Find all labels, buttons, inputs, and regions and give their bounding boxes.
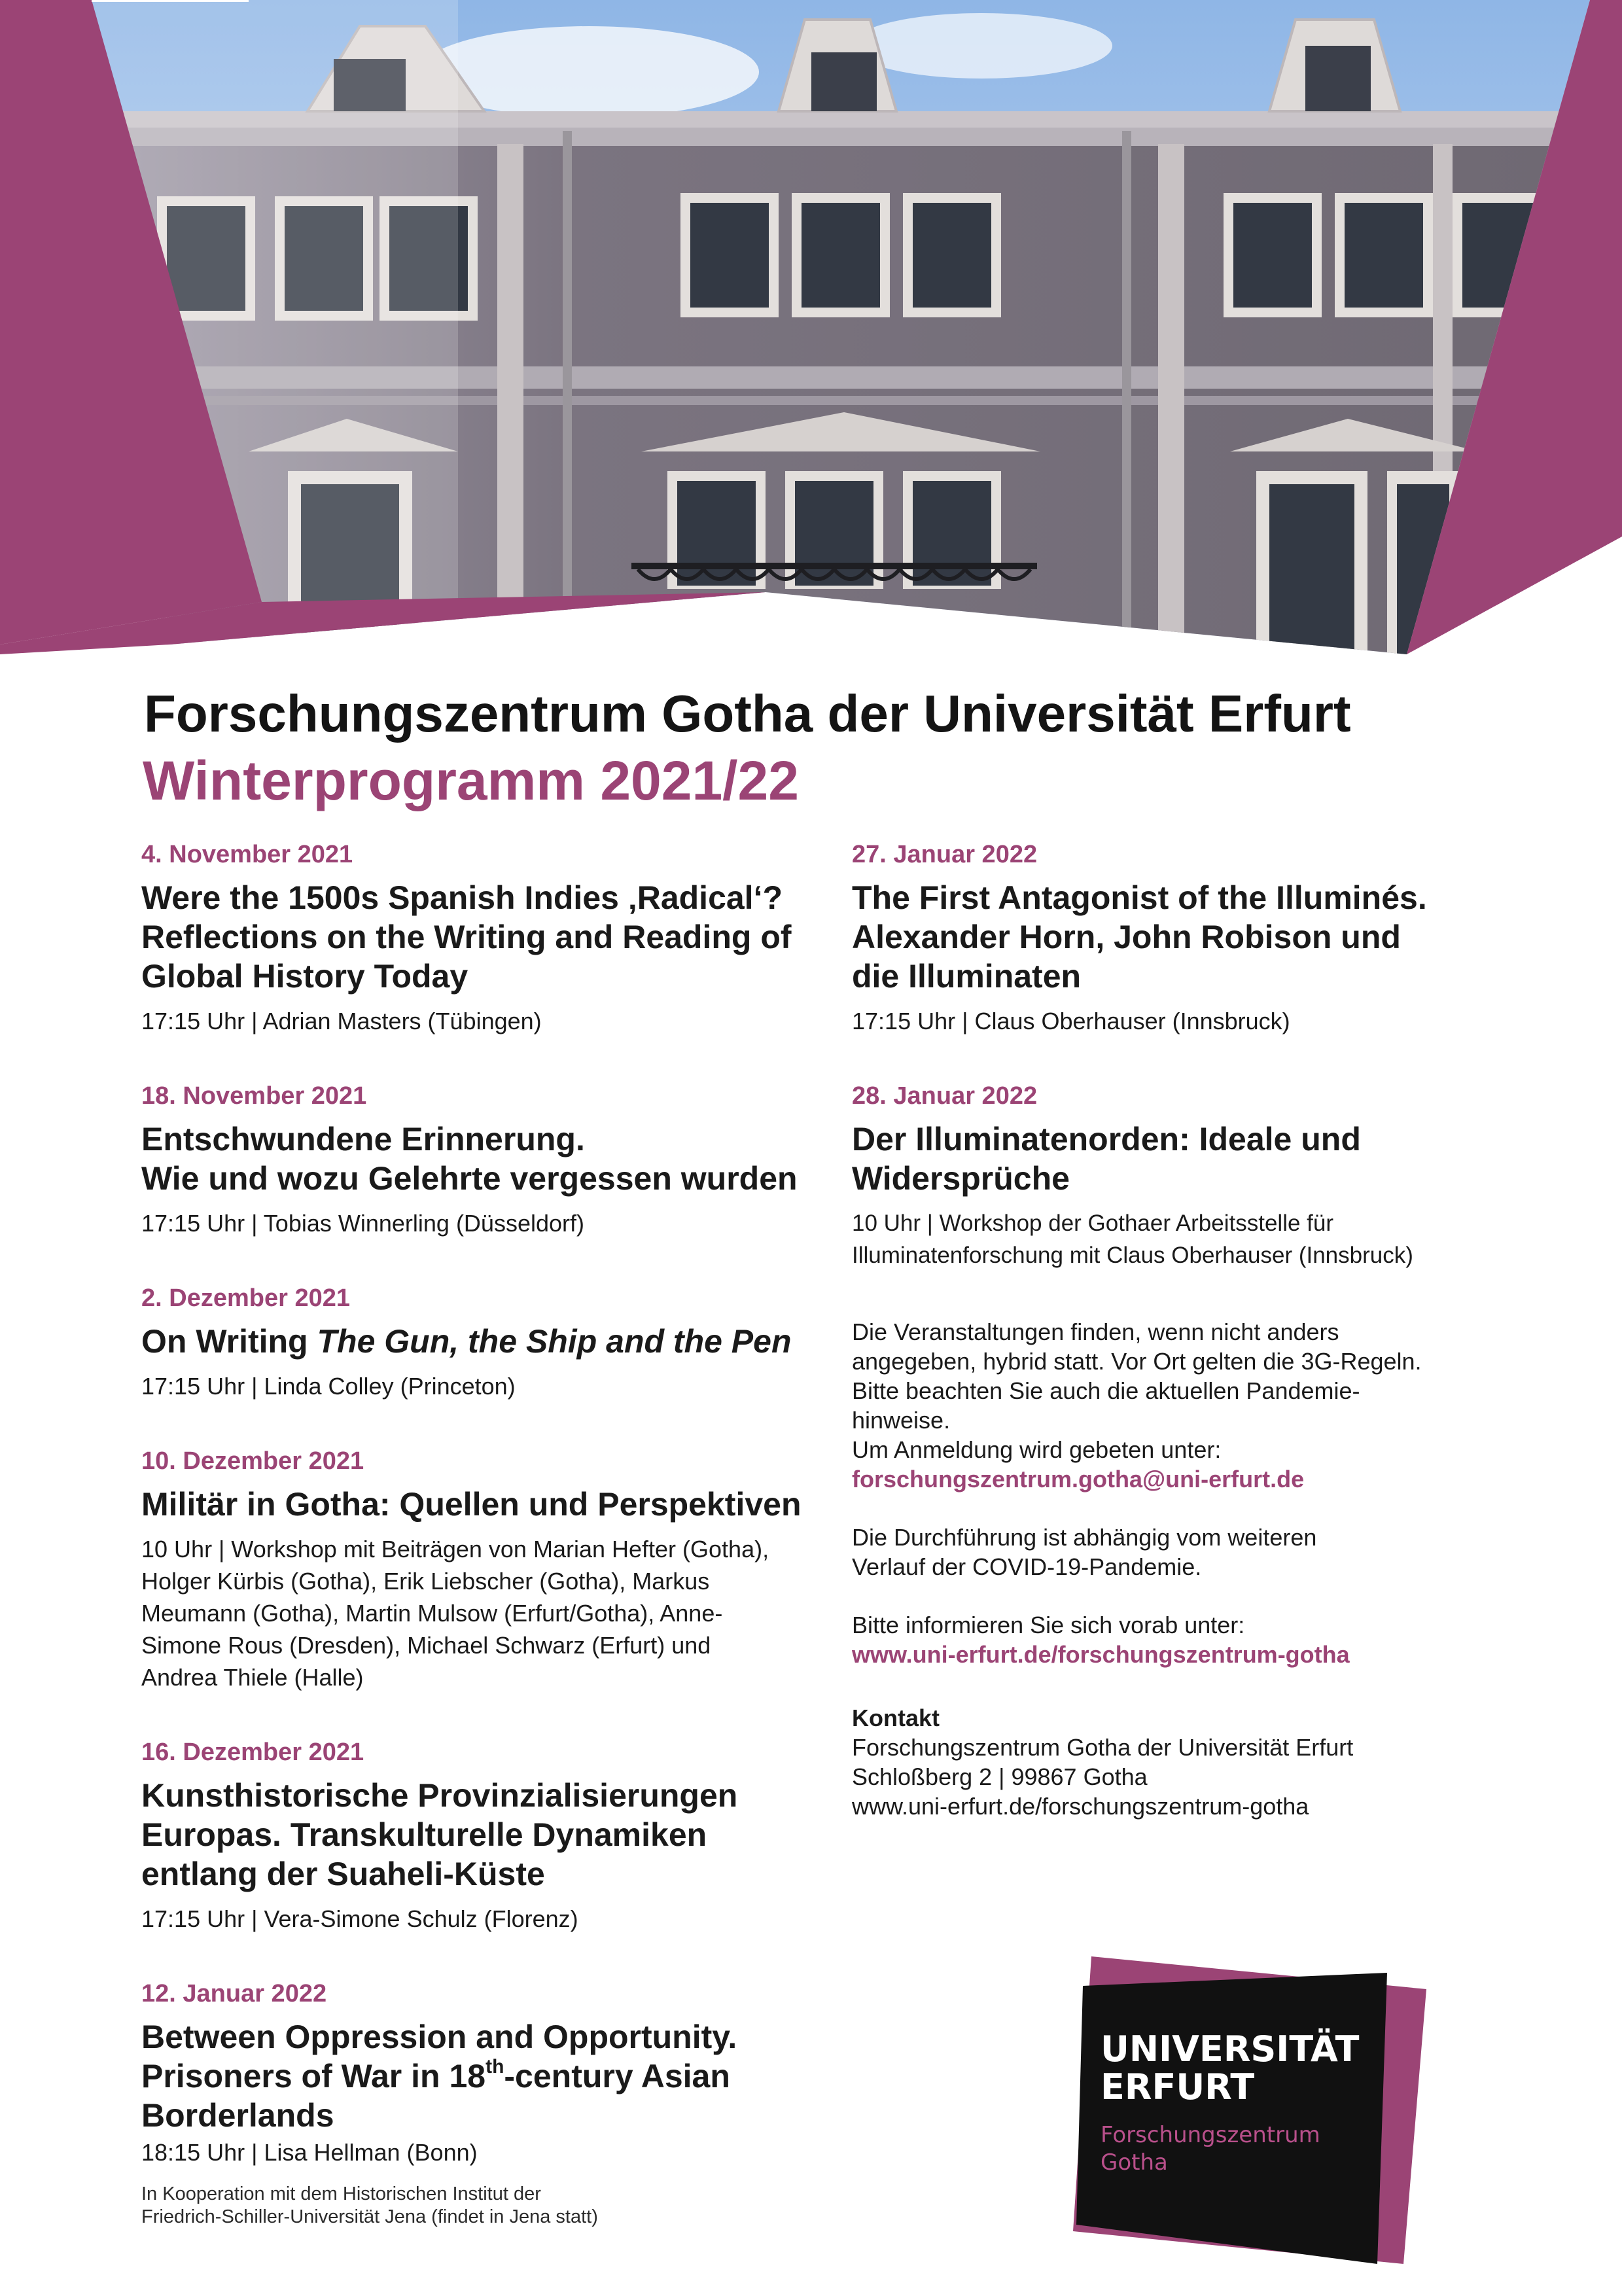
university-logo — [1073, 1956, 1426, 2264]
event-info-line: 17:15 Uhr | Claus Oberhauser (Innsbruck) — [852, 1008, 1290, 1034]
info-line: Bitte beachten Sie auch die aktuellen Pandemie- — [852, 1377, 1360, 1404]
event-title-line: Militär in Gotha: Quellen und Perspektiven — [141, 1486, 802, 1523]
event-title-italic: The Gun, the Ship and the Pen — [317, 1323, 792, 1360]
event-item — [141, 1978, 835, 2168]
event-info — [141, 1533, 835, 1693]
info-line: Bitte informieren Sie sich vorab unter: — [852, 1612, 1245, 1638]
event-title — [852, 1120, 1506, 1198]
event-info — [141, 1207, 835, 1239]
left-column — [141, 839, 835, 2229]
event-item — [141, 1445, 835, 1693]
contact-line[interactable]: www.uni-erfurt.de/forschungszentrum-gotha — [852, 1793, 1309, 1820]
event-title-line: Between Oppression and Opportunity. — [141, 2019, 737, 2055]
event-title-part: Prisoners of War in 18 — [141, 2058, 486, 2094]
contact-block — [852, 1703, 1506, 1821]
info-line: Um Anmeldung wird gebeten unter: — [852, 1436, 1222, 1463]
event-title-line: Borderlands — [141, 2097, 334, 2134]
event-info — [141, 1370, 835, 1402]
logo-text-forschungszentrum: Forschungszentrum — [1101, 2122, 1320, 2148]
event-info — [141, 1005, 835, 1037]
event-item — [141, 1737, 835, 1935]
event-title-line: The First Antagonist of the Illuminés. — [852, 879, 1427, 916]
event-title-line: Der Illuminatenorden: Ideale und — [852, 1121, 1361, 1157]
event-title-line: Entschwundene Erinnerung. — [141, 1121, 585, 1157]
email-link[interactable]: forschungszentrum.gotha@uni-erfurt.de — [852, 1466, 1305, 1492]
contact-heading: Kontakt — [852, 1704, 940, 1731]
info-line: Die Durchführung ist abhängig vom weiteren — [852, 1524, 1317, 1551]
event-date: 18. November 2021 — [141, 1082, 367, 1110]
logo-text-gotha: Gotha — [1101, 2149, 1168, 2176]
info-line: Die Veranstaltungen finden, wenn nicht anders — [852, 1318, 1339, 1345]
event-info-line: Holger Kürbis (Gotha), Erik Liebscher (Gotha), Markus — [141, 1568, 710, 1595]
event-title-line: Wie und wozu Gelehrte vergessen wurden — [141, 1160, 798, 1197]
event-title — [141, 2017, 835, 2135]
website-info — [852, 1610, 1506, 1669]
logo-text-erfurt: ERFURT — [1101, 2066, 1255, 2108]
event-info-line: 17:15 Uhr | Tobias Winnerling (Düsseldorf) — [141, 1210, 584, 1237]
event-item — [852, 839, 1506, 1037]
event-item — [141, 839, 835, 1037]
note-line: In Kooperation mit dem Historischen Institut der — [141, 2183, 541, 2204]
covid-info — [852, 1523, 1506, 1581]
cooperation-note — [141, 2183, 835, 2229]
header-building-photo — [0, 0, 1622, 654]
event-info-line: 18:15 Uhr | Lisa Hellman (Bonn) — [141, 2139, 478, 2166]
note-line: Friedrich-Schiller-Universität Jena (findet in Jena statt) — [141, 2206, 598, 2227]
event-title — [141, 1485, 835, 1524]
event-info-line: 10 Uhr | Workshop mit Beiträgen von Marian Hefter (Gotha), — [141, 1536, 769, 1563]
info-line: angegeben, hybrid statt. Vor Ort gelten die 3G-Regeln. — [852, 1348, 1422, 1375]
event-title-line: Kunsthistorische Provinzialisierungen — [141, 1777, 738, 1814]
event-date: 10. Dezember 2021 — [141, 1447, 364, 1475]
contact-line: Schloßberg 2 | 99867 Gotha — [852, 1763, 1148, 1790]
event-info-line: 17:15 Uhr | Vera-Simone Schulz (Florenz) — [141, 1905, 578, 1932]
event-title — [141, 1776, 835, 1894]
event-title-part: -century Asian — [504, 2058, 730, 2094]
event-title-line — [141, 1322, 835, 1361]
event-title — [141, 1322, 835, 1361]
event-title-prefix: On Writing — [141, 1323, 317, 1360]
event-date: 27. Januar 2022 — [852, 841, 1038, 868]
event-title-line: entlang der Suaheli-Küste — [141, 1856, 545, 1892]
event-info — [852, 1207, 1506, 1271]
event-title-line: Widersprüche — [852, 1160, 1070, 1197]
info-line: hinweise. — [852, 1407, 951, 1434]
event-title-line: Were the 1500s Spanish Indies ‚Radical‘? — [141, 879, 783, 916]
info-line: Verlauf der COVID-19-Pandemie. — [852, 1553, 1202, 1580]
page-title: Forschungszentrum Gotha der Universität Erfurt — [144, 684, 1351, 743]
event-info — [141, 2136, 835, 2168]
hybrid-info — [852, 1317, 1506, 1494]
event-info-line: 17:15 Uhr | Linda Colley (Princeton) — [141, 1373, 516, 1400]
event-info-line: Andrea Thiele (Halle) — [141, 1664, 364, 1691]
event-title-superscript: th — [485, 2056, 504, 2077]
event-date: 12. Januar 2022 — [141, 1980, 327, 2007]
event-info-line: 17:15 Uhr | Adrian Masters (Tübingen) — [141, 1008, 542, 1034]
event-title — [141, 1120, 835, 1198]
event-info-line: Simone Rous (Dresden), Michael Schwarz (Erfurt) und — [141, 1632, 711, 1659]
event-item — [141, 1080, 835, 1239]
event-title — [852, 878, 1506, 996]
event-title — [141, 878, 835, 996]
event-info-line: 10 Uhr | Workshop der Gothaer Arbeitsstelle für — [852, 1210, 1334, 1236]
contact-line: Forschungszentrum Gotha der Universität Erfurt — [852, 1734, 1354, 1761]
event-info — [852, 1005, 1506, 1037]
event-title-line: Alexander Horn, John Robison und — [852, 919, 1401, 955]
event-title-line: die Illuminaten — [852, 958, 1082, 995]
logo-black-shape — [1076, 1973, 1387, 2264]
event-info — [141, 1903, 835, 1935]
website-link[interactable]: www.uni-erfurt.de/forschungszentrum-gotha — [852, 1641, 1350, 1668]
event-info-line: Meumann (Gotha), Martin Mulsow (Erfurt/Gotha), Anne- — [141, 1600, 723, 1627]
event-title-line: Europas. Transkulturelle Dynamiken — [141, 1816, 707, 1853]
event-date: 4. November 2021 — [141, 841, 353, 868]
page-subtitle: Winterprogramm 2021/22 — [143, 750, 799, 811]
event-date: 2. Dezember 2021 — [141, 1284, 350, 1312]
event-title-line — [141, 2057, 835, 2096]
event-date: 16. Dezember 2021 — [141, 1739, 364, 1766]
event-item — [141, 1282, 835, 1402]
logo-text-universitaet: UNIVERSITÄT — [1101, 2028, 1360, 2070]
event-item — [852, 1080, 1506, 1271]
event-date: 28. Januar 2022 — [852, 1082, 1038, 1110]
event-title-line: Reflections on the Writing and Reading of — [141, 919, 792, 955]
right-column — [852, 839, 1506, 1850]
event-title-line: Global History Today — [141, 958, 468, 995]
event-info-line: Illuminatenforschung mit Claus Oberhauser (Innsbruck) — [852, 1243, 1413, 1268]
